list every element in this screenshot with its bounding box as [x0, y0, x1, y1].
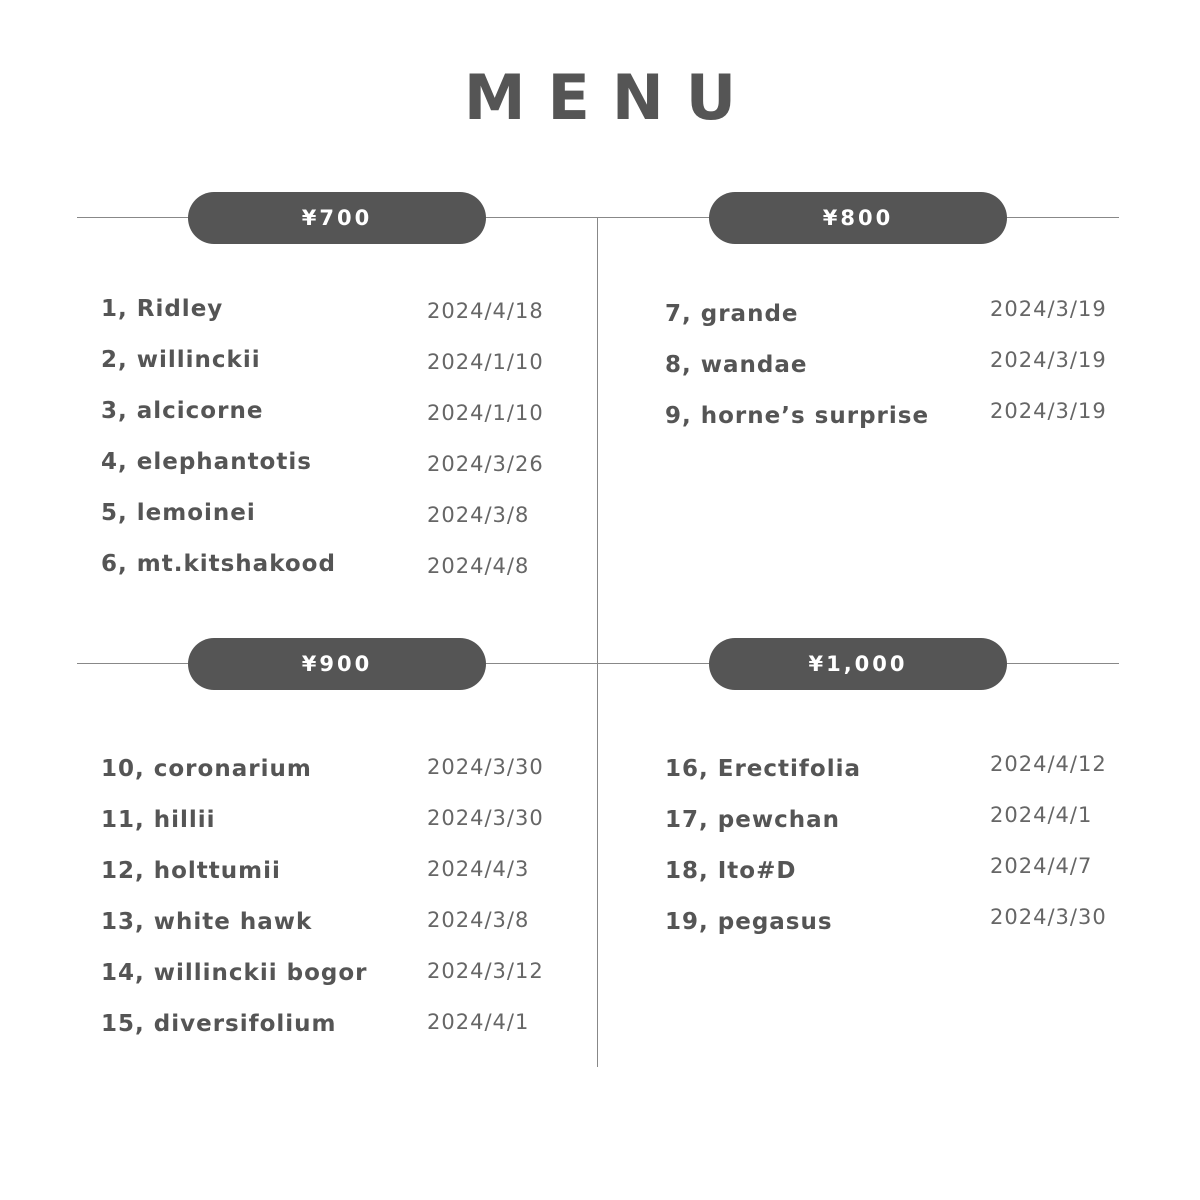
list-item — [101, 805, 571, 856]
item-name: 9, horne’s surprise — [665, 403, 930, 429]
menu-section-700 — [101, 294, 571, 600]
item-name: 7, grande — [665, 301, 799, 327]
list-item — [101, 754, 571, 805]
item-name: 2, willinckii — [101, 347, 261, 373]
item-date: 2024/4/18 — [427, 299, 544, 323]
item-date: 2024/3/19 — [990, 399, 1107, 423]
item-date: 2024/4/12 — [990, 752, 1107, 776]
menu-section-1000 — [665, 754, 1165, 958]
item-date: 2024/4/8 — [427, 554, 530, 578]
item-date: 2024/3/8 — [427, 908, 530, 932]
item-name: 4, elephantotis — [101, 449, 312, 475]
item-name: 18, Ito#D — [665, 858, 797, 884]
item-name: 8, wandae — [665, 352, 808, 378]
item-name: 1, Ridley — [101, 296, 224, 322]
item-name: 13, white hawk — [101, 909, 313, 935]
list-item — [101, 907, 571, 958]
item-name: 5, lemoinei — [101, 500, 256, 526]
divider-vertical — [597, 217, 598, 1067]
item-name: 17, pewchan — [665, 807, 840, 833]
item-name: 11, hillii — [101, 807, 216, 833]
item-date: 2024/4/1 — [427, 1010, 530, 1034]
list-item — [101, 447, 571, 498]
item-date: 2024/4/3 — [427, 857, 530, 881]
price-badge-700: ¥700 — [188, 192, 486, 244]
item-date: 2024/3/30 — [427, 755, 544, 779]
list-item — [665, 856, 1165, 907]
item-date: 2024/3/30 — [427, 806, 544, 830]
menu-title: MENU — [463, 61, 759, 134]
list-item — [665, 754, 1165, 805]
menu-section-900 — [101, 754, 571, 1060]
item-name: 10, coronarium — [101, 756, 312, 782]
item-name: 15, diversifolium — [101, 1011, 337, 1037]
item-date: 2024/3/8 — [427, 503, 530, 527]
item-name: 16, Erectifolia — [665, 756, 862, 782]
item-name: 14, willinckii bogor — [101, 960, 368, 986]
item-name: 19, pegasus — [665, 909, 833, 935]
item-name: 12, holttumii — [101, 858, 281, 884]
list-item — [101, 396, 571, 447]
list-item — [665, 907, 1165, 958]
list-item — [665, 401, 1165, 452]
list-item — [101, 345, 571, 396]
item-date: 2024/4/7 — [990, 854, 1093, 878]
list-item — [101, 856, 571, 907]
price-badge-900: ¥900 — [188, 638, 486, 690]
list-item — [101, 958, 571, 1009]
item-date: 2024/1/10 — [427, 401, 544, 425]
item-name: 3, alcicorne — [101, 398, 264, 424]
list-item — [665, 350, 1165, 401]
item-date: 2024/3/19 — [990, 297, 1107, 321]
list-item — [665, 805, 1165, 856]
list-item — [101, 1009, 571, 1060]
price-badge-1000: ¥1,000 — [709, 638, 1007, 690]
list-item — [101, 294, 571, 345]
price-badge-800: ¥800 — [709, 192, 1007, 244]
menu-section-800 — [665, 299, 1165, 452]
item-date: 2024/4/1 — [990, 803, 1093, 827]
list-item — [665, 299, 1165, 350]
item-name: 6, mt.kitshakood — [101, 551, 336, 577]
list-item — [101, 498, 571, 549]
list-item — [101, 549, 571, 600]
item-date: 2024/3/12 — [427, 959, 544, 983]
item-date: 2024/3/30 — [990, 905, 1107, 929]
item-date: 2024/1/10 — [427, 350, 544, 374]
item-date: 2024/3/19 — [990, 348, 1107, 372]
item-date: 2024/3/26 — [427, 452, 544, 476]
